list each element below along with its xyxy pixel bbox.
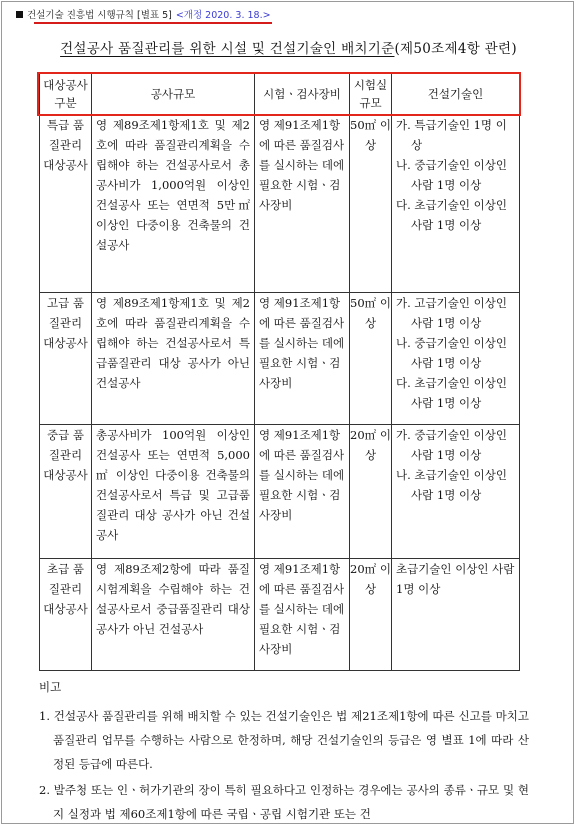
row-scale: 영 제89조제2항에 따라 품질시험계획을 수립해야 하는 건설공사로서 중급품질관리 대상 공사가 아닌 건설공사 xyxy=(92,559,255,671)
row-engineers xyxy=(392,425,520,559)
law-header xyxy=(16,7,271,21)
standards-table xyxy=(39,72,520,671)
engineer-tier: 다. 초급기술인 이상인 사람 1명 이상 xyxy=(396,198,507,232)
table-row xyxy=(40,559,520,671)
row-room: 20㎡ 이상 xyxy=(350,425,392,559)
engineer-tier: 가. 중급기술인 이상인 사람 1명 이상 xyxy=(396,428,507,462)
row-engineers xyxy=(392,115,520,293)
notes-section xyxy=(39,678,529,828)
engineer-tier: 초급기술인 이상인 사람 1명 이상 xyxy=(396,562,515,596)
document-title xyxy=(0,37,577,57)
row-category: 고급 품질관리 대상공사 xyxy=(40,293,92,425)
row-equipment: 영 제91조제1항에 따른 품질검사를 실시하는 데에 필요한 시험ㆍ검사장비 xyxy=(255,115,350,293)
engineer-tier: 나. 중급기술인 이상인 사람 1명 이상 xyxy=(396,158,507,192)
header-scale: 공사규모 xyxy=(92,73,255,115)
header-engineers: 건설기술인 xyxy=(392,73,520,115)
header-underline xyxy=(34,22,272,24)
table-row xyxy=(40,425,520,559)
table-row xyxy=(40,115,520,293)
row-room: 50㎡ 이상 xyxy=(350,115,392,293)
row-scale: 총공사비가 100억원 이상인 건설공사 또는 연면적 5,000㎡ 이상인 다중이용 건축물의 건설공사로서 특급 및 고급품질관리 대상 공사가 아닌 건설공사 xyxy=(92,425,255,559)
row-category: 초급 품질관리 대상공사 xyxy=(40,559,92,671)
engineer-tier: 나. 중급기술인 이상인 사람 1명 이상 xyxy=(396,336,507,370)
note-item: 1. 건설공사 품질관리를 위해 배치할 수 있는 건설기술인은 법 제21조제1항에 따른 신고를 마치고 품질관리 업무를 수행하는 사람으로 한정하며, 해당 건설기술인의 등급은 영 별표 1에 따라 산정된 등급에 따른다. xyxy=(39,709,529,771)
row-equipment: 영 제91조제1항에 따른 품질검사를 실시하는 데에 필요한 시험ㆍ검사장비 xyxy=(255,293,350,425)
header-equipment: 시험ㆍ검사장비 xyxy=(255,73,350,115)
row-equipment: 영 제91조제1항에 따른 품질검사를 실시하는 데에 필요한 시험ㆍ검사장비 xyxy=(255,425,350,559)
notes-label: 비고 xyxy=(39,680,62,694)
header-room: 시험실 규모 xyxy=(350,73,392,115)
title-main: 건설공사 품질관리를 위한 시설 및 건설기술인 배치기준 xyxy=(60,41,395,57)
note-item: 2. 발주청 또는 인ㆍ허가기관의 장이 특히 필요하다고 인정하는 경우에는 공사의 종류ㆍ규모 및 현지 실정과 법 제60조제1항에 따른 국립ㆍ공립 시험기관 또는 건 xyxy=(39,783,529,821)
header-category: 대상공사 구분 xyxy=(40,73,92,115)
law-reference: 건설기술 진흥법 시행규칙 [별표 5] xyxy=(27,10,172,21)
engineer-tier: 다. 초급기술인 이상인 사람 1명 이상 xyxy=(396,376,507,410)
row-room: 50㎡ 이상 xyxy=(350,293,392,425)
row-engineers xyxy=(392,559,520,671)
row-scale: 영 제89조제1항제1호 및 제2호에 따라 품질관리계획을 수립해야 하는 건설공사로서 특급품질관리 대상 공사가 아닌 건설공사 xyxy=(92,293,255,425)
title-ref: (제50조제4항 관련) xyxy=(394,41,517,57)
square-bullet-icon xyxy=(16,11,23,18)
table-header-row xyxy=(40,73,520,115)
row-category: 특급 품질관리 대상공사 xyxy=(40,115,92,293)
row-scale: 영 제89조제1항제1호 및 제2호에 따라 품질관리계획을 수립해야 하는 건설공사로서 총공사비가 1,000억원 이상인 건설공사 또는 연면적 5만㎡ 이상인 다중이용 건축물의 건설공사 xyxy=(92,115,255,293)
table-row xyxy=(40,293,520,425)
row-category: 중급 품질관리 대상공사 xyxy=(40,425,92,559)
engineer-tier: 가. 특급기술인 1명 이상 xyxy=(396,118,507,152)
engineer-tier: 나. 초급기술인 이상인 사람 1명 이상 xyxy=(396,468,507,502)
revision-date: <개정 2020. 3. 18.> xyxy=(175,10,271,21)
engineer-tier: 가. 고급기술인 이상인 사람 1명 이상 xyxy=(396,296,507,330)
row-engineers xyxy=(392,293,520,425)
row-room: 20㎡ 이상 xyxy=(350,559,392,671)
row-equipment: 영 제91조제1항에 따른 품질검사를 실시하는 데에 필요한 시험ㆍ검사장비 xyxy=(255,559,350,671)
